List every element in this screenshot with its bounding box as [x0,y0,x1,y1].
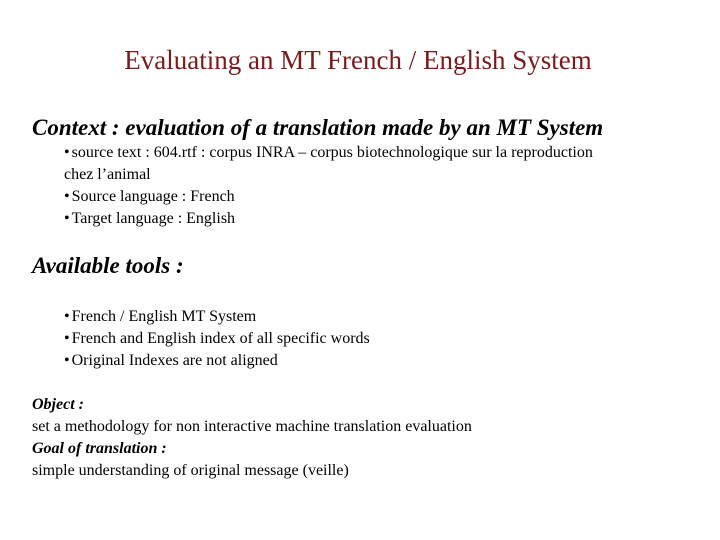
object-text: set a methodology for non interactive machine translation evaluation [32,418,472,435]
goal-label: Goal of translation : [32,440,167,457]
tools-bullet-list [64,306,684,372]
tools-bullet-index [64,328,684,350]
objective-section [32,394,692,482]
bullet-icon: • [64,210,70,227]
context-bullet-list [64,142,684,230]
context-bullet-source-text-line1: source text : 604.rtf : corpus INRA – corpus biotechnologique sur la reproduction [71,144,593,161]
tools-bullet-mt-system-text: French / English MT System [71,308,257,325]
context-bullet-source-text [64,142,684,186]
context-bullet-source-language [64,186,684,208]
bullet-icon: • [64,308,70,325]
goal-text: simple understanding of original message (veille) [32,462,349,479]
bullet-icon: • [64,144,70,161]
context-heading: Context : evaluation of a translation made by an MT System [32,115,604,140]
context-bullet-target-language-text: Target language : English [71,210,236,227]
context-bullet-source-text-line2: chez l’animal [64,166,151,183]
object-label: Object : [32,396,84,413]
context-bullet-target-language [64,208,684,230]
bullet-icon: • [64,330,70,347]
tools-bullet-index-text: French and English index of all specific words [71,330,370,347]
tools-heading: Available tools : [32,253,184,278]
tools-bullet-not-aligned-text: Original Indexes are not aligned [71,352,278,369]
bullet-icon: • [64,352,70,369]
tools-bullet-mt-system [64,306,684,328]
slide-title: Evaluating an MT French / English System [124,45,592,75]
bullet-icon: • [64,188,70,205]
context-bullet-source-language-text: Source language : French [71,188,235,205]
tools-bullet-not-aligned [64,350,684,372]
